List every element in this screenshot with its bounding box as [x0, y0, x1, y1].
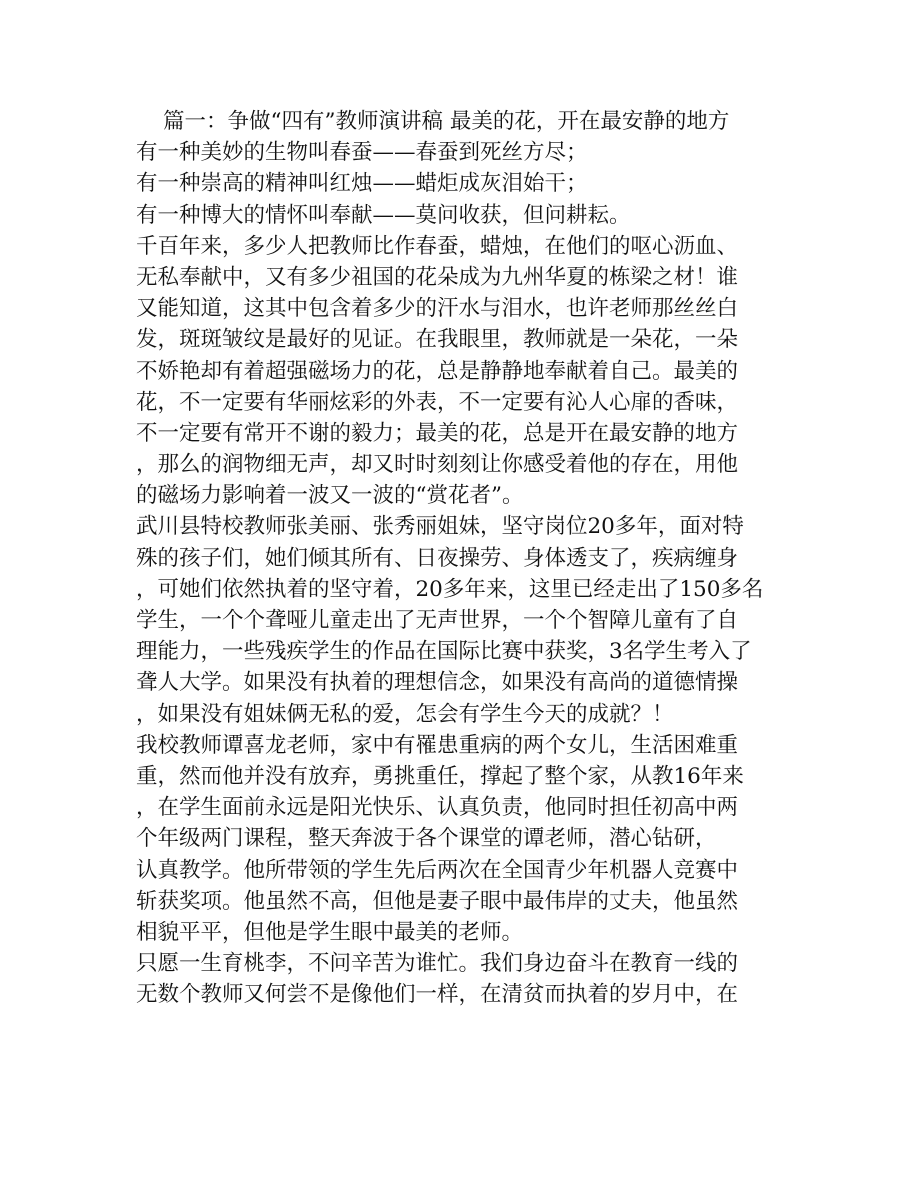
text-line: 理能力，一些残疾学生的作品在国际比赛中获奖，3名学生考入了 [136, 639, 752, 665]
text-line: 有一种美妙的生物叫春蚕——春蚕到死丝方尽； [136, 140, 588, 166]
text-line: ，那么的润物细无声，却又时时刻刻让你感受着他的存在，用他 [136, 452, 739, 478]
text-line: 重，然而他并没有放弃，勇挑重任，撑起了整个家，从教16年来 [136, 763, 744, 789]
text-line: 相貌平平，但他是学生眼中最美的老师。 [136, 919, 524, 945]
text-line: ，如果没有姐妹俩无私的爱，怎会有学生今天的成就？！ [136, 701, 674, 727]
text-line: 有一种崇高的精神叫红烛——蜡炬成灰泪始干； [136, 171, 588, 197]
text-line: 殊的孩子们，她们倾其所有、日夜操劳、身体透支了，疾病缠身 [136, 545, 739, 571]
text-line: 学生，一个个聋哑儿童走出了无声世界，一个个智障儿童有了自 [136, 608, 739, 633]
text-line: 我校教师谭喜龙老师，家中有罹患重病的两个女儿，生活困难重 [136, 732, 739, 758]
text-line: 千百年来，多少人把教师比作春蚕，蜡烛，在他们的呕心沥血、 [136, 233, 739, 259]
document-title-line: 篇一：争做“四有”教师演讲稿 最美的花，开在最安静的地方 [163, 109, 730, 134]
text-line: ，在学生面前永远是阳光快乐、认真负责，他同时担任初高中两 [136, 795, 739, 821]
text-line: 发，斑斑皱纹是最好的见证。在我眼里，教师就是一朵花，一朵 [136, 327, 739, 353]
text-line: 有一种博大的情怀叫奉献——莫问收获，但问耕耘。 [136, 202, 631, 228]
text-line: 武川县特校教师张美丽、张秀丽姐妹，坚守岗位20多年，面对特 [136, 514, 744, 540]
text-line: 无数个教师又何尝不是像他们一样，在清贫而执着的岁月中，在 [136, 982, 739, 1008]
text-line: 认真教学。他所带领的学生先后两次在全国青少年机器人竞赛中 [136, 857, 739, 883]
text-line: 不一定要有常开不谢的毅力；最美的花，总是开在最安静的地方 [136, 420, 739, 446]
text-line: 不娇艳却有着超强磁场力的花，总是静静地奉献着自己。最美的 [136, 358, 739, 384]
text-line: ，可她们依然执着的坚守着，20多年来，这里已经走出了150多名 [136, 576, 764, 602]
text-line: 又能知道，这其中包含着多少的汗水与泪水，也许老师那丝丝白 [136, 296, 739, 322]
text-line: 斩获奖项。他虽然不高，但他是妻子眼中最伟岸的丈夫，他虽然 [136, 888, 739, 914]
text-line: 聋人大学。如果没有执着的理想信念，如果没有高尚的道德情操 [136, 670, 739, 696]
text-line: 无私奉献中，又有多少祖国的花朵成为九州华夏的栋梁之材！谁 [136, 264, 739, 290]
text-line: 花，不一定要有华丽炫彩的外表，不一定要有沁人心扉的香味， [136, 389, 739, 415]
text-line: 个年级两门课程，整天奔波于各个课堂的谭老师，潜心钻研， [136, 826, 717, 852]
text-line: 的磁场力影响着一波又一波的“赏花者”。 [136, 483, 524, 509]
text-line: 只愿一生育桃李，不问辛苦为谁忙。我们身边奋斗在教育一线的 [136, 951, 739, 977]
document-body [136, 106, 796, 1010]
